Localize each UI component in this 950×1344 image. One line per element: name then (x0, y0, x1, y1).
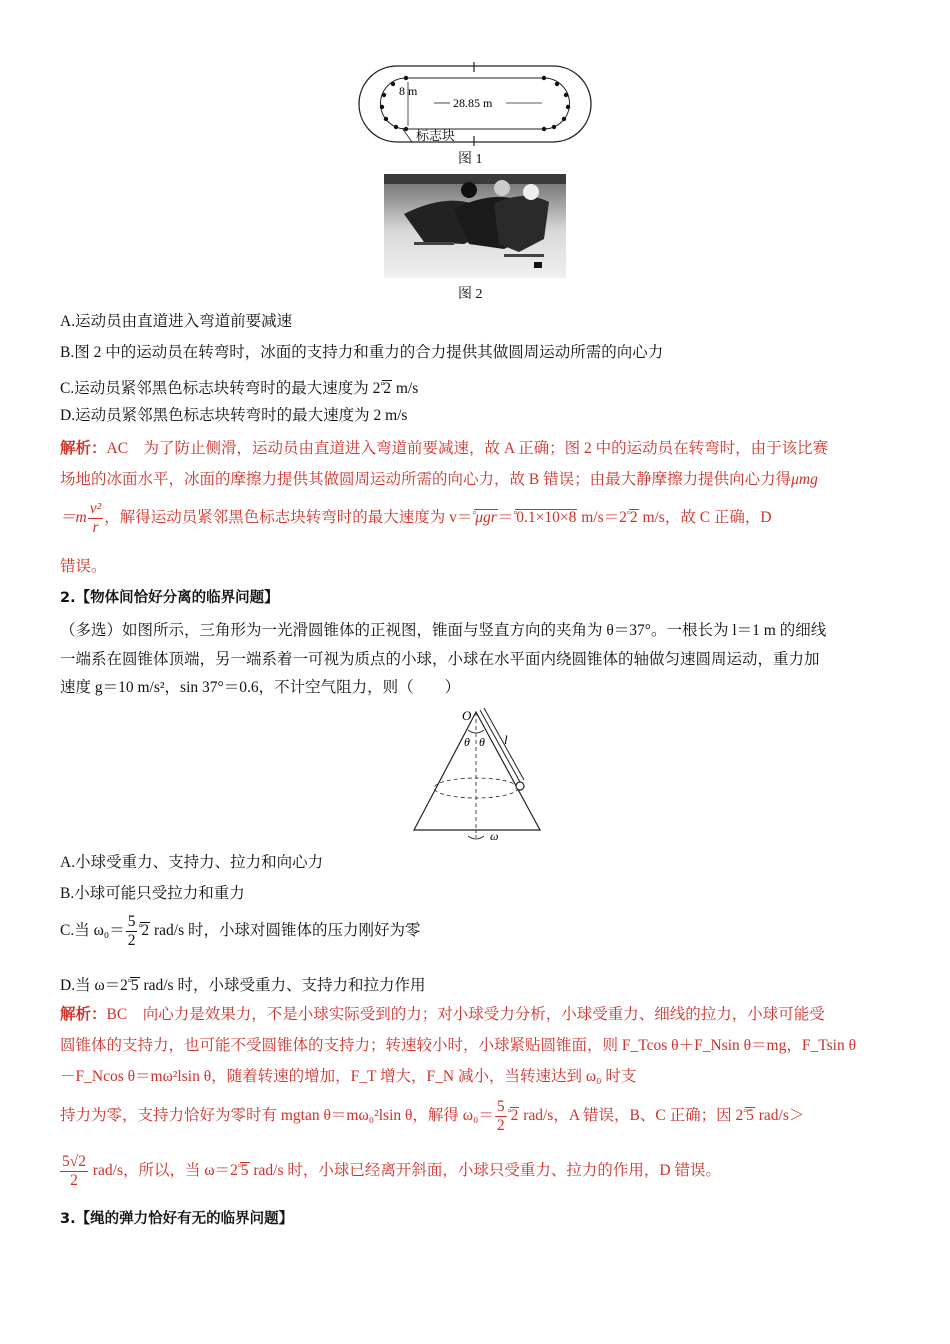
q2-sol4-rad2: 5 (746, 1107, 754, 1125)
q2-solution-line5: $\frac{5√2}{2}$ rad/s，所以，当 ω＝2▫5 rad/s 时，小球已经离开斜面，小球只受重力、拉力的作用，D 错误。 (62, 1153, 721, 1189)
q1-unit: m/s＝2 (577, 509, 627, 527)
q2-option-c-num: 5 (127, 913, 136, 930)
q2-sol5-end: rad/s 时，小球已经离开斜面，小球只受重力、拉力的作用，D 错误。 (249, 1162, 721, 1180)
q2-heading: 2.【物体间恰好分离的临界问题】 (60, 590, 279, 606)
q1-solution-text1: AC 为了防止侧滑，运动员由直道进入弯道前要减速，故 A 正确；图 2 中的运动员在转弯时，由于该比赛 (106, 440, 829, 457)
q2-sol4-den: 2 (496, 1117, 505, 1134)
q2-option-d-text: D.当 ω＝2 (60, 977, 128, 995)
q1-rad-2: 2 (629, 509, 638, 527)
q2-sol4-num: 5 (496, 1098, 505, 1115)
q2-sol4-mid: rad/s，A 错误，B、C 正确；因 2 (519, 1107, 744, 1125)
q2-solution-line4: 持力为零，支持力恰好为零时有 mgtan θ＝mω₀²lsin θ，解得 ω₀＝ $\frac{5}{2}$ ▫2 rad/s，A 错误，B、C 正确；因 2▫5 rad/s＞ (60, 1098, 805, 1134)
q1-rad-mugr: μgr (475, 509, 497, 527)
q1-solution-end: m/s，故 C 正确，D (638, 509, 772, 527)
q2-option-d-rad: 5 (130, 977, 139, 995)
q2-solution-text4: 持力为零，支持力恰好为零时有 mgtan θ＝mω₀²lsin θ，解得 ω₀＝ (60, 1107, 494, 1125)
q1-rad-product: 0.1×10×8 (516, 509, 577, 527)
q2-solution-line2: 圆锥体的支持力，也可能不受圆锥体的支持力；转速较小时，小球紧贴圆锥面，则 F_Tcos θ＋F_Nsin θ＝mg，F_Tsin θ (60, 1037, 856, 1054)
q2-sol4-end: rad/s＞ (754, 1107, 805, 1125)
q1-option-c: C.运动员紧邻黑色标志块转弯时的最大速度为 2▫2 m/s (60, 378, 419, 398)
figure2-caption: 图 2 (458, 287, 483, 302)
q2-option-d: D.当 ω＝2▫5 rad/s 时，小球受重力、支持力和拉力作用 (60, 975, 426, 995)
q1-option-c-radicand: 2 (383, 380, 391, 398)
label-block: 标志块 (416, 129, 456, 144)
q2-option-a: A.小球受重力、支持力、拉力和向心力 (60, 854, 324, 871)
q1-solution-line2 (60, 470, 818, 490)
cone-label-o: O (462, 708, 472, 723)
q2-option-c-text: C.当 ω₀＝ (60, 922, 125, 940)
q1-solution-text2: 场地的冰面水平，冰面的摩擦力提供其做圆周运动所需的向心力，故 B 错误；由最大静摩擦力提供向心力得 (60, 471, 792, 488)
figure1-track-diagram (356, 62, 596, 152)
q2-solution-label: 解析： (60, 1006, 107, 1023)
q1-option-c-unit: m/s (392, 380, 419, 398)
figure2-photo (384, 174, 566, 278)
figure1-caption: 图 1 (458, 152, 483, 167)
q1-solution-mid: ，解得运动员紧邻黑色标志块转弯时的最大速度为 v＝ (104, 509, 473, 527)
q1-solution-label: 解析： (60, 440, 107, 457)
q1-option-b: B.图 2 中的运动员在转弯时，冰面的支持力和重力的合力提供其做圆周运动所需的向心力 (60, 344, 664, 361)
q2-sol5-den: 2 (70, 1172, 78, 1189)
q2-option-c: C.当 ω₀＝ $\frac{5}{2}$ ▫2 rad/s 时，小球对圆锥体的压力刚好为零 (60, 913, 421, 949)
q2-solution-line1 (60, 1005, 825, 1025)
q2-stem-line2: 一端系在圆锥体顶端，另一端系着一可视为质点的小球，小球在水平面内绕圆锥体的轴做匀速圆周运动，重力加 (60, 651, 820, 668)
q2-option-c-post: rad/s 时，小球对圆锥体的压力刚好为零 (150, 922, 421, 940)
cone-label-l: l (504, 732, 508, 747)
q2-sol5-text: rad/s，所以，当 ω＝2 (89, 1162, 238, 1180)
q2-option-d-post: rad/s 时，小球受重力、支持力和拉力作用 (139, 977, 426, 995)
q1-eq-m: ＝m (60, 509, 87, 527)
cone-figure (410, 704, 550, 844)
q1-option-d: D.运动员紧邻黑色标志块转弯时的最大速度为 2 m/s (60, 407, 408, 424)
q2-option-c-rad: 2 (141, 922, 150, 940)
q1-option-c-text: C.运动员紧邻黑色标志块转弯时的最大速度为 2 (60, 380, 381, 398)
q2-solution-text1: BC 向心力是效果力，不是小球实际受到的力；对小球受力分析，小球受重力、细线的拉力，小球可能受 (106, 1006, 825, 1023)
q2-sol5-num: 5√2 (62, 1153, 87, 1170)
q1-solution-line3: ＝m $\frac{\text{v²}}{r}$ ，解得运动员紧邻黑色标志块转弯时的最大速度为 v＝▫μgr＝▫0.1×10×8 m/s＝2▫2 m/s，故 C 正确，D (60, 500, 772, 536)
q2-solution-line3: －F_Ncos θ＝mω²lsin θ，随着转速的增加，F_T 增大，F_N 减小，当转速达到 ω₀ 时支 (60, 1068, 637, 1085)
q1-option-a: A.运动员由直道进入弯道前要减速 (60, 313, 293, 330)
q1-frac-den: r (92, 519, 99, 536)
q1-solution-line4: 错误。 (60, 558, 107, 575)
label-8m: 8 m (399, 84, 418, 98)
q2-stem-line3: 速度 g＝10 m/s²，sin 37°＝0.6，不计空气阻力，则（ ） (60, 679, 461, 696)
q1-eq2: ＝ (497, 509, 514, 527)
q2-option-b: B.小球可能只受拉力和重力 (60, 885, 245, 902)
q2-stem-line1: （多选）如图所示，三角形为一光滑圆锥体的正视图，锥面与竖直方向的夹角为 θ＝37°。一根长为 l＝1 m 的细线 (60, 622, 827, 639)
q2-option-c-den: 2 (127, 932, 136, 949)
q2-sol4-rad: 2 (510, 1107, 519, 1125)
cone-label-theta-left: θ (464, 735, 470, 749)
q2-sol5-rad: 5 (240, 1162, 249, 1180)
cone-label-omega: ω (490, 829, 499, 843)
q1-frac-num: v² (89, 500, 102, 517)
q3-heading: 3.【绳的弹力恰好有无的临界问题】 (60, 1211, 294, 1227)
q1-solution-mumg: μmg (791, 471, 818, 488)
cone-label-theta-right: θ (479, 735, 485, 749)
q1-solution-line1 (60, 439, 828, 459)
label-length: 28.85 m (453, 96, 493, 110)
